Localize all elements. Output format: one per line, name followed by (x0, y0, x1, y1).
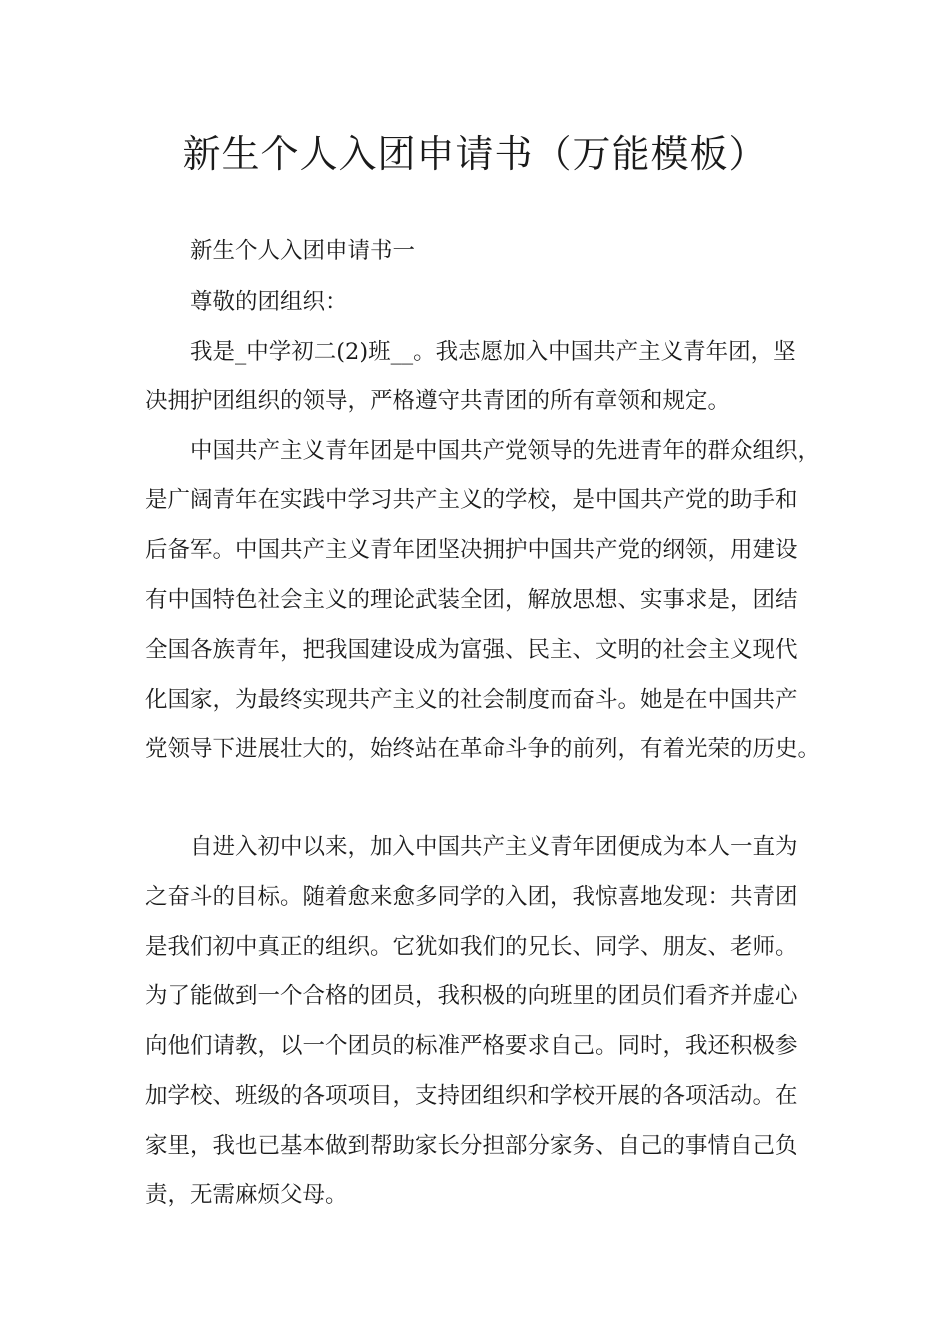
paragraph-2-line-4: 有中国特色社会主义的理论武装全团，解放思想、实事求是，团结 (145, 587, 798, 613)
paragraph-2-line-3: 后备军。中国共产主义青年团坚决拥护中国共产党的纲领，用建设 (145, 537, 798, 563)
paragraph-3-line-4: 为了能做到一个合格的团员，我积极的向班里的团员们看齐并虚心 (145, 983, 798, 1009)
paragraph-3-line-1: 自进入初中以来，加入中国共产主义青年团便成为本人一直为 (190, 834, 798, 860)
salutation: 尊敬的团组织： (190, 289, 348, 315)
document-title: 新生个人入团申请书（万能模板） (182, 132, 768, 176)
paragraph-3-line-2: 之奋斗的目标。随着愈来愈多同学的入团，我惊喜地发现：共青团 (145, 884, 798, 910)
paragraph-3-line-7: 家里，我也已基本做到帮助家长分担部分家务、自己的事情自己负 (145, 1133, 798, 1159)
paragraph-2-line-7: 党领导下进展壮大的，始终站在革命斗争的前列，有着光荣的历史。 (145, 736, 821, 762)
paragraph-2-line-2: 是广阔青年在实践中学习共产主义的学校，是中国共产党的助手和 (145, 487, 798, 513)
paragraph-3-line-8: 责，无需麻烦父母。 (145, 1182, 348, 1208)
paragraph-1-line-1: 我是_中学初二(2)班__。我志愿加入中国共产主义青年团，坚 (190, 339, 796, 365)
paragraph-2-line-5: 全国各族青年，把我国建设成为富强、民主、文明的社会主义现代 (145, 637, 798, 663)
paragraph-2-line-6: 化国家，为最终实现共产主义的社会制度而奋斗。她是在中国共产 (145, 687, 798, 713)
paragraph-3-line-3: 是我们初中真正的组织。它犹如我们的兄长、同学、朋友、老师。 (145, 934, 798, 960)
document-subtitle: 新生个人入团申请书一 (190, 238, 416, 264)
paragraph-3-line-6: 加学校、班级的各项项目，支持团组织和学校开展的各项活动。在 (145, 1083, 798, 1109)
paragraph-1-line-2: 决拥护团组织的领导，严格遵守共青团的所有章领和规定。 (145, 388, 731, 414)
paragraph-2-line-1: 中国共产主义青年团是中国共产党领导的先进青年的群众组织， (190, 438, 821, 464)
paragraph-3-line-5: 向他们请教，以一个团员的标准严格要求自己。同时，我还积极参 (145, 1033, 798, 1059)
